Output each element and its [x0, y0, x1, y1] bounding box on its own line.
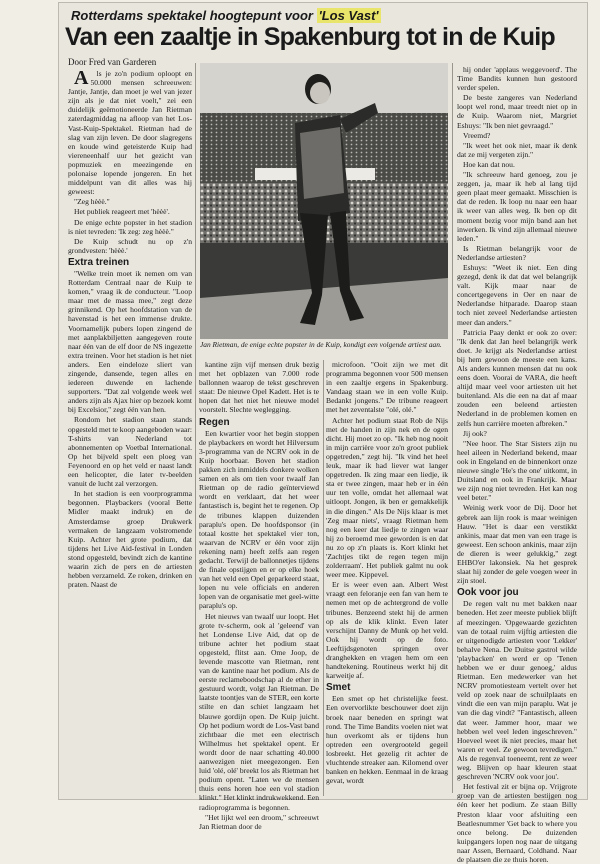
concert-photo	[200, 63, 448, 339]
kicker-highlight: 'Los Vast'	[318, 8, 379, 23]
kicker	[71, 8, 571, 23]
column-rule-2	[323, 360, 324, 796]
paragraph-2: Het nieuws van twaalf uur loopt. Het grote tv-scherm, ook al 'geleend' van het Londense Live Aid, dat op de tribune achter het podium staat opgesteld, flitst aan. Ome Joop, de levende mascotte van Rietman, rent van de kantine naar het podium. Als de eerste reclameboodschap al de ether in gestuurd wordt, volgt Jan Rietman. De laatste toontjes van de STER, een korte stilte en dan schiet langzaam het blauwe gordijn open. De Kuip juicht. Op het podium wordt de Los-Vast band zichtbaar die met een electrisch Wilhelmus het spektakel opent. Er wordt door de naar schatting 40.000 aanwezigen niet meegezongen. Een luid 'olé, olé' breekt los als Rietman het podium opent. "Laten we de mensen thuis eens horen hoe een vol stadion klinkt." Het klinkt indrukwekkend. Een radioprogramma is begonnen.	[199, 611, 319, 812]
section-heading: Regen	[199, 416, 230, 428]
paragraph: Als je zo'n podium oploopt en 50.000 mensen schreeuwen: Jantje, Jantje, dan moet je wel van jezer zijn als je dat niet voelt," zei een duidelijk geëmotioneerde Jan Rietman zaterdagmiddag na afloop van het Los-Vast-Kuip-Spektakel. Rietman had de slag van zijn leven. De door slagregens en koude wind geteisterde Kuip had viereneenhalf uur het gezicht van popmuziek en meezingende en polonaise lopende jongeren. En het middelpunt van dit alles was hij geweest:	[68, 67, 192, 197]
column-rule-1	[195, 63, 196, 793]
photo-caption: Jan Rietman, de enige echte popster in de Kuip, kondigt een volgende artiest aan.	[200, 340, 442, 349]
paragraph: De beste zangeres van Nederland loopt wel rond, maar treedt niet op in de Kuip. Waarom niet, Margriet Eshuys: "Ik ben niet gevraagd."	[457, 93, 577, 130]
article-column-2	[199, 360, 319, 831]
section-heading: Ook voor jou	[457, 587, 519, 599]
paragraph: Eshuys: "Weet ik niet. Een ding gezegd, denk ik dat dat wel belangrijk valt. Kijk maar naar de concertgegevens in Oer en naar de Nederlandse hitparade. Daarop staan toch niet zeveel Nederlandse artiesten meer dan anders."	[457, 262, 577, 327]
byline: Door Fred van Garderen	[68, 57, 157, 67]
paragraph: Is Rietman belangrijk voor de Nederlandse artiesten?	[457, 243, 577, 262]
paragraph: De enige echte popster in het stadion is niet tevreden: 'Ik zeg: zeg hèèè."	[68, 217, 192, 236]
paragraph: microfoon. "Ooit zijn we met dit programma begonnen voor 500 mensen in een zaaltje ergens in Spakenburg. Vandaag staan we in een volle Kuip. Bedankt jongens." De tribune reageert met het zeventalste "olé, olé."	[326, 360, 448, 415]
concert-photo-image	[200, 63, 448, 339]
paragraph-2: Rondom het stadion staan stands opgesteld met te koop aangeboden waar: T-shirts van Nederland tot abonnementen op Voetbal International. Op het bijveld spelt een ploeg van Feyenoord en op het veld er naast landt een helicopter, die later tv-beelden vanuit de lucht zal verzorgen.	[68, 415, 192, 489]
kicker-text: Rotterdams spektakel hoogtepunt voor	[71, 8, 313, 23]
paragraph: Er is weer even aan. Albert West vraagt een feloranje een fan van hem te nemen met op de achtergrond de volle tribunes. Benzeend stekt hij de armen op als de klik klinkt. Even later verschijnt Danny de Munk op het veld. Ook hij wordt op de foto. Leeftijdsgenoten springen over dranghekken en vragen hem om een handtekening. Routineus werkt hij dit karweitje af.	[326, 580, 448, 681]
paragraph: kantine zijn vijf mensen druk bezig met het opblazen van 7.000 rode ballonnen waarop de tekst geschreven staat: De nieuwe Opel Kadett. Het is te hopen dat het niet het nieuwe model voorstelt. Slechte weglegging.	[199, 360, 319, 415]
paragraph: "Ik schreeuw hard genoeg, zou je zeggen, ja, maar ik heb al lang tijd geen plaat meer gemaakt. Misschien is dat de reden. Ik loop nu naar een haar ik weer van alles weg. Ik ben op dit moment bezig voor mijn band aan het inwerken. Ik vind zijn allemaal nieuwe leden."	[457, 170, 577, 243]
section-heading: Extra treinen	[68, 256, 130, 268]
paragraph: hij onder 'applaus weggevoerd'. The Time Bandits kunnen hun gestoord verder spelen.	[457, 65, 577, 93]
paragraph: De Kuip schudt nu op z'n grondvesten: 'hèèè.'	[68, 236, 192, 255]
paragraph: Hoe kan dat nou.	[463, 159, 515, 169]
newspaper-page	[58, 2, 588, 864]
paragraph-2: Een smet op het christelijke feest. Een overvorlikte beschouwer doet zijn broek naar beneden en springt wat rond. The Time Bandits voelen niet wat hun overkomt als er tijdens hun optreden een overgrooteld gegeil losbreekt. Het gezelig rit achter de vluchtende streaker aan. Kilomend over banken en hekken. Eenmaal in de kraag gevat, wordt	[326, 694, 448, 786]
paragraph-2: "Welke trein moet ik nemen om van Rotterdam Centraal naar de Kuip te komen," vraag ik de conducteur. "Loop maar met de massa mee," zegt deze grinnikend. Op het hoofdstation van de havenstad is het een immense drukte. Voornamelijk pubers lopen zingend de met aanplakbiljetten aangegeven route naar één van de elf door de NS ingezette extra treinen. Voor het stadion is het niet anders. Een eindeloze sliert van zingende, dansende, tegen alles en iedereen duwende en lachende supporters. "Dat zal volgende week wel anders zijn als Ajax hier op bezoek komt bij Excelsior," zegt één van hen.	[68, 268, 192, 415]
paragraph: "Zeg hèèè."	[74, 197, 110, 207]
article-column-3	[326, 360, 448, 796]
paragraph: Achter het podium staat Rob de Nijs met de handen in zijn nek en de ogen dicht. Hij moet zo op. "Ik heb nog nooit in mijn carrière voor zo'n groot publiek opgetreden," zegt hij. "Ik vind het heel leuk, maar ik had liever wat langer opgetreden. Ik zing maar een liedje, ik sta er twee zingen, maar heb er in één uur ten volle, omdat het allemaal wat uitloopt. Jongen, ik ben er gemakkelijk in die dingen." Als De Nijs klaar is met 'Zeg maar niets', vraagt Rietman hem nog een keer dat liedje te zingen waar hij zo beroemd mee geworden is en dat nu zo op z'n plaats is. Kort klinkt het 'Zachtjes tikt de regen tegen mijn zolderraam'. Het publiek galmt nu ook weer mee. Kippevel.	[326, 415, 448, 580]
paragraph: "Nee hoor. The Star Sisters zijn nu heel aileen in Nederland bekend, maar ook in Engeland en de binnenkort onze nieuwe single 'He's the one' uitkomt, in Duitsland en ook in Frankrijk. Maar we zijn nog niet tevreden. Het kan nog veel beter."	[457, 438, 577, 503]
paragraph-2: Een kwartier voor het begin stoppen de playbackers en wordt het Hilversum 3-programma van de NCRV ook in de Kuip hoorbaar. Boven het stadion pakken zich inmiddels donkere wolken samen en als om tien voor twaalf Jan Rietman op de radio geïnterviewd wordt en verklaart, dat het weer fantastisch is, begint het te regenen. Op de tribunes klappen duizenden paraplu's open. De hoofdsponsor (in totaal kostte het spektakel vier ton, waarvan de NCRV er één voor zijn rekening nam) heeft zelfs aan regen gedacht. Terwijl de ballonnetjes tijdens de finale opstijgen en er op elke hoek van het veld een Opel geparkeerd staat, lopen nu vele officials en anderen lopen van de organisatie met geel-witte paraplu's op.	[199, 428, 319, 611]
article-column-4	[457, 65, 577, 864]
column-rule-3	[452, 63, 453, 793]
section-heading: Smet	[326, 682, 351, 694]
headline: Van een zaaltje in Spakenburg tot in de Kuip	[65, 23, 555, 51]
paragraph: Patricia Paay denkt er ook zo over: "Ik denk dat Jan heel belangrijk werk doet. Je krijgt als Nederlandse artiest bij hem gewoon de meeste een kans. Als anders kunnen mensen dat nu ook eens doen. Voorai de VARA, die heeft altijd maar veel voor artiesten uit het buitenland. Als die een na dat af maar zouden een beleend artiesten Nederland in de problemen komen en zelfs hun carrière moeten afbreken."	[457, 327, 577, 428]
paragraph-2: In het stadion is een voorprogramma begonnen. Playbackers (vooral Bette Midler maakt indruk) en de Amsterdamse groep Drukwerk vermaken de langzaam volstromende Kuip. Achter het grote podium, dat tijdens het Live Aid-festival in Londen stond opgesteld, bevindt zich de kantine waarin zich de pers en de artiesten hebben verzameld. Ze roken, drinken en praten. Naast de	[68, 489, 192, 590]
paragraph-2: "Het lijkt wel een droom," schreeuwt Jan Rietman door de	[199, 812, 319, 831]
paragraph: Weinig werk voor de Dij. Door het gebrek aan lijn rook is maar weinigen Hauw. "Het is daar een verstikkt ankinis, maar dat men van een trage is geweest. Een schoon ankinis, maar zijn de dieren is weer gelukkig," zegt EHBO'er lakonsiek. Na het gesprek slaat hij zonder de gele voegen weer in zijn stoel.	[457, 503, 577, 586]
paragraph: Het publiek reageert met 'hèèè'.	[74, 207, 170, 217]
paragraph-2: Het festival zit er bijna op. Vrijgrote groep van de artiesten bestijgen nog één keer het podium. Ze staan Billy Preston klaar voor afsluiting een Beatlesnummer 'Get back to where you once belong. De duizenden kuipgangers lopen nog naar de uitgang naar Assen, Bernaard, Coldhand. Naar de plaatsen die ze thuis horen.	[457, 782, 577, 864]
paragraph-2: De regen valt nu met bakken naar beneden. Het zeer meeste publiek blijft af meezingen. 'Opgewaarde gezichten van de totaal ruim vijftig artiesten die er uitgenodigde artiesten voor 'Lekker' behalve Nena. De Duitse gastrol wilde 'playbacken' en werd er op 'Tenen hebben we er duur genoeg,' aldus Rietman. Een medewerker van het NCRV promotiesteam vertelt over het veld op zoek naar de schuilplaats en vindt die een van mijn paraplu. Wat je van die dag vindt? "Fantastisch, alleen dat weer. Jammer hoor, maar we hebben wel veel leden ingeschreven." Hoeveel weet ik niet precies, maar het waren er veel. Ze gewoon tevredigen." Als de regenval toeneemt, rent ze weer weg. Blijven op haar kleuren staat geschreven 'NCRV ook voor jou'.	[457, 599, 577, 782]
article-column-1	[68, 67, 192, 590]
paragraph: Vreemd?	[463, 130, 491, 140]
paragraph: Jij ook?	[463, 428, 487, 438]
paragraph: "Ik weet het ook niet, maar ik denk dat ze mij vergeten zijn."	[457, 140, 577, 159]
